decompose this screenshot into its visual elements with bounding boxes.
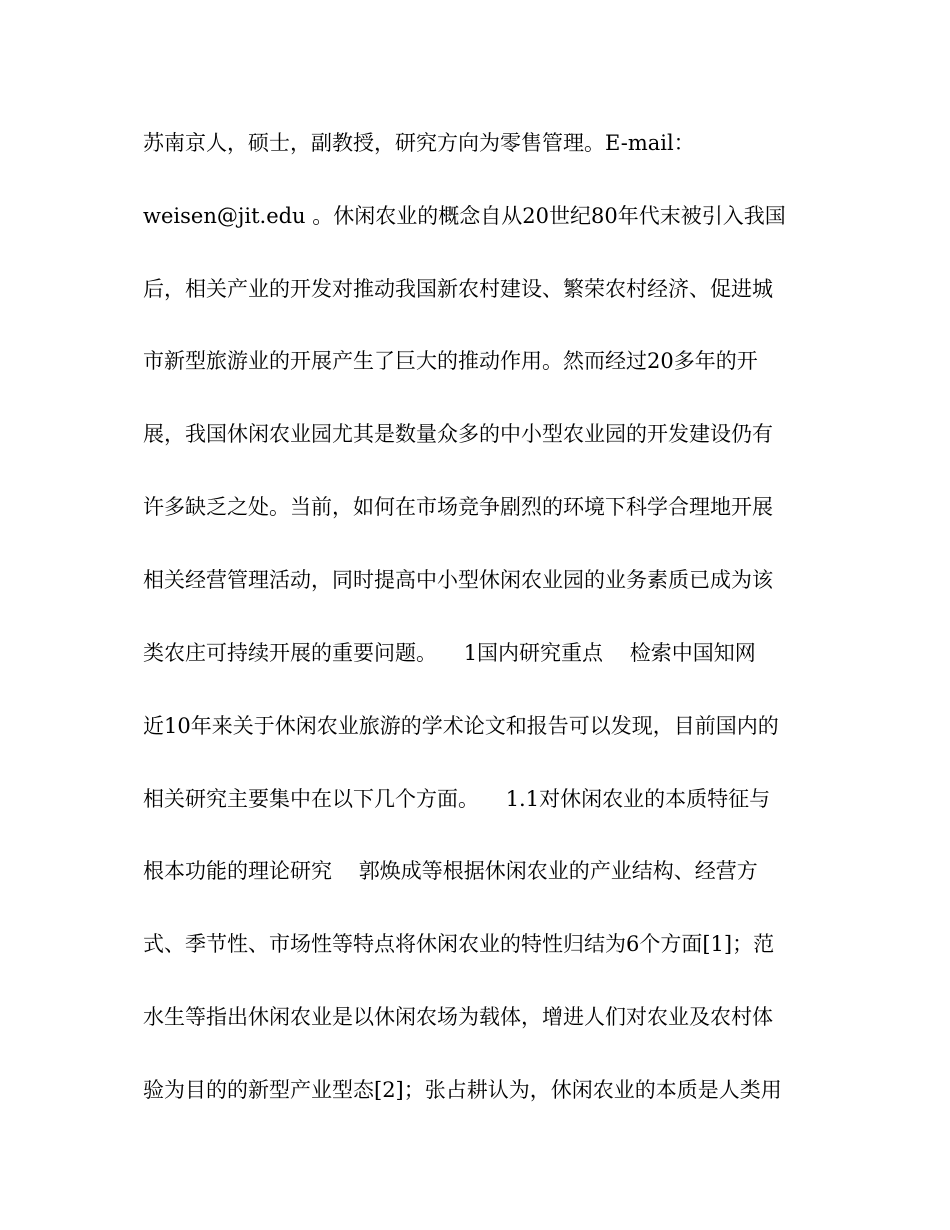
text-line: 根本功能的理论研究 郭焕成等根据休闲农业的产业结构、经营方 xyxy=(143,859,758,883)
text-line: 展，我国休闲农业园尤其是数量众多的中小型农业园的开发建设仍有 xyxy=(143,422,773,446)
text-line: 验为目的的新型产业型态[2]；张占耕认为，休闲农业的本质是人类用 xyxy=(143,1078,782,1102)
text-line: 式、季节性、市场性等特点将休闲农业的特性归结为6个方面[1]；范 xyxy=(143,932,775,956)
text-line: 相关经营管理活动，同时提高中小型休闲农业园的业务素质已成为该 xyxy=(143,568,773,592)
text-line: weisen@jit.edu 。休闲农业的概念自从20世纪80年代末被引入我国 xyxy=(143,204,786,228)
text-line: 市新型旅游业的开展产生了巨大的推动作用。然而经过20多年的开 xyxy=(143,349,758,373)
text-line: 许多缺乏之处。当前，如何在市场竞争剧烈的环境下科学合理地开展 xyxy=(143,495,773,519)
text-line: 水生等指出休闲农业是以休闲农场为载体，增进人们对农业及农村体 xyxy=(143,1005,773,1029)
text-line: 相关研究主要集中在以下几个方面。 1.1对休闲农业的本质特征与 xyxy=(143,787,771,811)
text-line: 类农庄可持续开展的重要问题。 1国内研究重点 检索中国知网 xyxy=(143,641,756,665)
text-line: 近10年来关于休闲农业旅游的学术论文和报告可以发现，目前国内的 xyxy=(143,714,779,738)
text-line: 苏南京人，硕士，副教授，研究方向为零售管理。E-mail： xyxy=(143,131,695,155)
text-line: 后，相关产业的开发对推动我国新农村建设、繁荣农村经济、促进城 xyxy=(143,277,773,301)
